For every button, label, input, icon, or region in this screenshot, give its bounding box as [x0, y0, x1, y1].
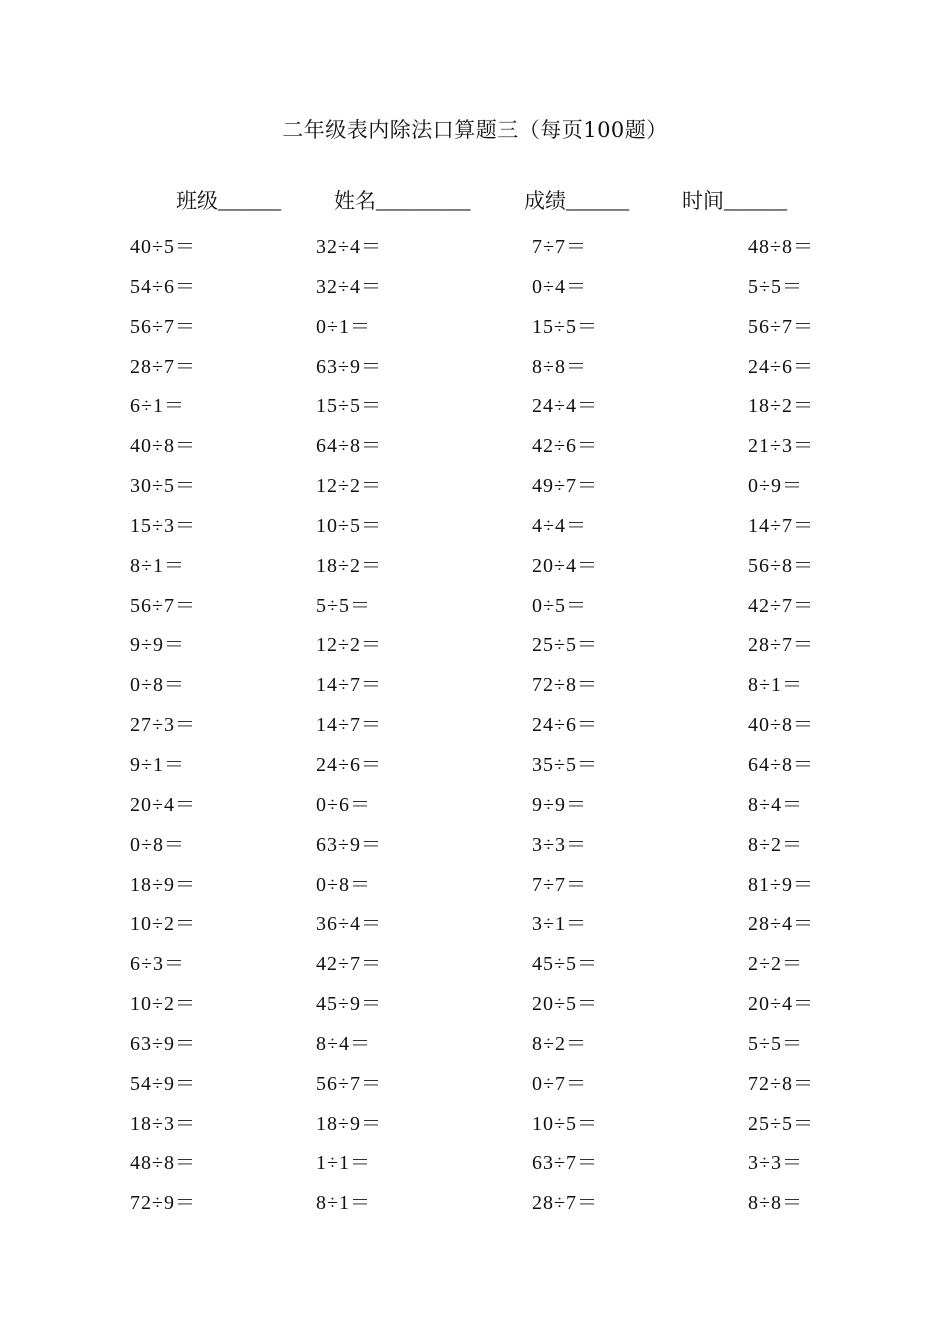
problem-row [0, 1146, 950, 1186]
division-problem: 20÷4＝ [130, 793, 196, 816]
division-problem: 10÷5＝ [316, 514, 382, 537]
division-problem: 8÷8＝ [748, 1192, 803, 1215]
division-problem: 9÷1＝ [130, 753, 185, 776]
class-field[interactable] [176, 185, 281, 215]
division-problem: 56÷7＝ [130, 315, 196, 338]
division-problem: 7÷7＝ [532, 236, 587, 258]
division-problem: 24÷6＝ [532, 714, 598, 737]
division-problem: 27÷3＝ [130, 714, 196, 737]
division-problem: 14÷7＝ [748, 514, 814, 537]
problem-row [0, 668, 950, 708]
division-problem: 45÷5＝ [532, 953, 598, 976]
division-problem: 8÷4＝ [748, 793, 803, 816]
division-problem: 0÷8＝ [316, 873, 371, 896]
division-problem: 6÷3＝ [130, 953, 185, 976]
division-problem: 9÷9＝ [130, 634, 185, 657]
division-problem: 8÷8＝ [532, 355, 587, 378]
problem-row [0, 549, 950, 589]
division-problem: 14÷7＝ [316, 674, 382, 697]
division-problem: 15÷5＝ [532, 315, 598, 338]
division-problem: 6÷1＝ [130, 395, 185, 418]
division-problem: 56÷7＝ [748, 315, 814, 338]
division-problem: 54÷9＝ [130, 1072, 196, 1095]
problem-row [0, 589, 950, 629]
division-problem: 72÷8＝ [748, 1072, 814, 1095]
problem-row [0, 1107, 950, 1147]
division-problem: 8÷1＝ [130, 554, 185, 577]
division-problem: 18÷2＝ [316, 554, 382, 577]
division-problem: 8÷2＝ [748, 833, 803, 856]
division-problem: 3÷3＝ [532, 833, 587, 856]
problem-row [0, 947, 950, 987]
division-problem: 42÷7＝ [748, 594, 814, 617]
division-problem: 56÷7＝ [130, 594, 196, 617]
division-problem: 10÷2＝ [130, 993, 196, 1016]
division-problem: 40÷8＝ [748, 714, 814, 737]
division-problem: 72÷8＝ [532, 674, 598, 697]
division-problem: 63÷7＝ [532, 1152, 598, 1175]
division-problem: 45÷9＝ [316, 993, 382, 1016]
division-problem: 72÷9＝ [130, 1192, 196, 1215]
division-problem: 35÷5＝ [532, 753, 598, 776]
class-blank: ______ [218, 189, 281, 213]
division-problem: 18÷9＝ [130, 873, 196, 896]
division-problem: 0÷4＝ [532, 275, 587, 298]
problem-row [0, 1067, 950, 1107]
problem-row [0, 987, 950, 1027]
time-label: 时间 [682, 189, 724, 213]
division-problem: 63÷9＝ [130, 1032, 196, 1055]
name-field[interactable] [334, 185, 471, 215]
score-label: 成绩 [524, 189, 566, 213]
problem-row [0, 628, 950, 668]
problem-row [0, 1027, 950, 1067]
division-problem: 0÷9＝ [748, 475, 803, 498]
division-problem: 7÷7＝ [532, 873, 587, 896]
division-problem: 28÷7＝ [532, 1192, 598, 1215]
division-problem: 5÷5＝ [748, 275, 803, 298]
division-problem: 25÷5＝ [532, 634, 598, 657]
division-problem: 0÷1＝ [316, 315, 371, 338]
division-problem: 64÷8＝ [748, 753, 814, 776]
division-problem: 5÷5＝ [748, 1032, 803, 1055]
page-title: 二年级表内除法口算题三（每页100题） [282, 118, 668, 142]
division-problem: 0÷6＝ [316, 793, 371, 816]
score-field[interactable] [524, 185, 629, 215]
score-blank: ______ [566, 189, 629, 213]
problem-row [0, 310, 950, 350]
division-problem: 18÷9＝ [316, 1112, 382, 1135]
division-problem: 12÷2＝ [316, 475, 382, 498]
division-problem: 0÷7＝ [532, 1072, 587, 1095]
problem-row [0, 389, 950, 429]
division-problem: 14÷7＝ [316, 714, 382, 737]
division-problem: 56÷7＝ [316, 1072, 382, 1095]
division-problem: 63÷9＝ [316, 355, 382, 378]
division-problem: 40÷5＝ [130, 236, 196, 258]
problem-row [0, 907, 950, 947]
division-problem: 25÷5＝ [748, 1112, 814, 1135]
division-problem: 42÷7＝ [316, 953, 382, 976]
division-problem: 12÷2＝ [316, 634, 382, 657]
division-problem: 4÷4＝ [532, 514, 587, 537]
division-problem: 28÷4＝ [748, 913, 814, 936]
division-problem: 8÷1＝ [316, 1192, 371, 1215]
division-problem: 2÷2＝ [748, 953, 803, 976]
division-problem: 20÷5＝ [532, 993, 598, 1016]
problem-grid [0, 230, 950, 1226]
division-problem: 0÷8＝ [130, 833, 185, 856]
division-problem: 18÷3＝ [130, 1112, 196, 1135]
division-problem: 15÷3＝ [130, 514, 196, 537]
division-problem: 36÷4＝ [316, 913, 382, 936]
division-problem: 24÷6＝ [316, 753, 382, 776]
problem-row [0, 270, 950, 310]
division-problem: 10÷5＝ [532, 1112, 598, 1135]
division-problem: 48÷8＝ [130, 1152, 196, 1175]
division-problem: 42÷6＝ [532, 435, 598, 458]
student-info-row [0, 185, 950, 215]
division-problem: 21÷3＝ [748, 435, 814, 458]
division-problem: 3÷1＝ [532, 913, 587, 936]
class-label: 班级 [176, 189, 218, 213]
time-field[interactable] [682, 185, 787, 215]
division-problem: 8÷4＝ [316, 1032, 371, 1055]
division-problem: 81÷9＝ [748, 873, 814, 896]
problem-row [0, 429, 950, 469]
division-problem: 49÷7＝ [532, 475, 598, 498]
division-problem: 3÷3＝ [748, 1152, 803, 1175]
division-problem: 40÷8＝ [130, 435, 196, 458]
time-blank: ______ [724, 189, 787, 213]
division-problem: 8÷1＝ [748, 674, 803, 697]
division-problem: 64÷8＝ [316, 435, 382, 458]
division-problem: 24÷6＝ [748, 355, 814, 378]
problem-row [0, 748, 950, 788]
division-problem: 54÷6＝ [130, 275, 196, 298]
division-problem: 63÷9＝ [316, 833, 382, 856]
division-problem: 24÷4＝ [532, 395, 598, 418]
division-problem: 28÷7＝ [130, 355, 196, 378]
division-problem: 28÷7＝ [748, 634, 814, 657]
division-problem: 9÷9＝ [532, 793, 587, 816]
division-problem: 32÷4＝ [316, 236, 382, 258]
division-problem: 20÷4＝ [748, 993, 814, 1016]
division-problem: 30÷5＝ [130, 475, 196, 498]
problem-row [0, 868, 950, 908]
division-problem: 10÷2＝ [130, 913, 196, 936]
problem-row [0, 788, 950, 828]
division-problem: 0÷5＝ [532, 594, 587, 617]
division-problem: 20÷4＝ [532, 554, 598, 577]
problem-row [0, 469, 950, 509]
problem-row [0, 509, 950, 549]
division-problem: 8÷2＝ [532, 1032, 587, 1055]
division-problem: 15÷5＝ [316, 395, 382, 418]
name-label: 姓名 [334, 189, 376, 213]
division-problem: 18÷2＝ [748, 395, 814, 418]
division-problem: 1÷1＝ [316, 1152, 371, 1175]
problem-row [0, 828, 950, 868]
division-problem: 48÷8＝ [748, 236, 814, 258]
problem-row [0, 708, 950, 748]
division-problem: 56÷8＝ [748, 554, 814, 577]
division-problem: 32÷4＝ [316, 275, 382, 298]
name-blank: _________ [376, 189, 471, 213]
division-problem: 0÷8＝ [130, 674, 185, 697]
problem-row [0, 350, 950, 390]
division-problem: 5÷5＝ [316, 594, 371, 617]
problem-row [0, 230, 950, 270]
problem-row [0, 1186, 950, 1226]
